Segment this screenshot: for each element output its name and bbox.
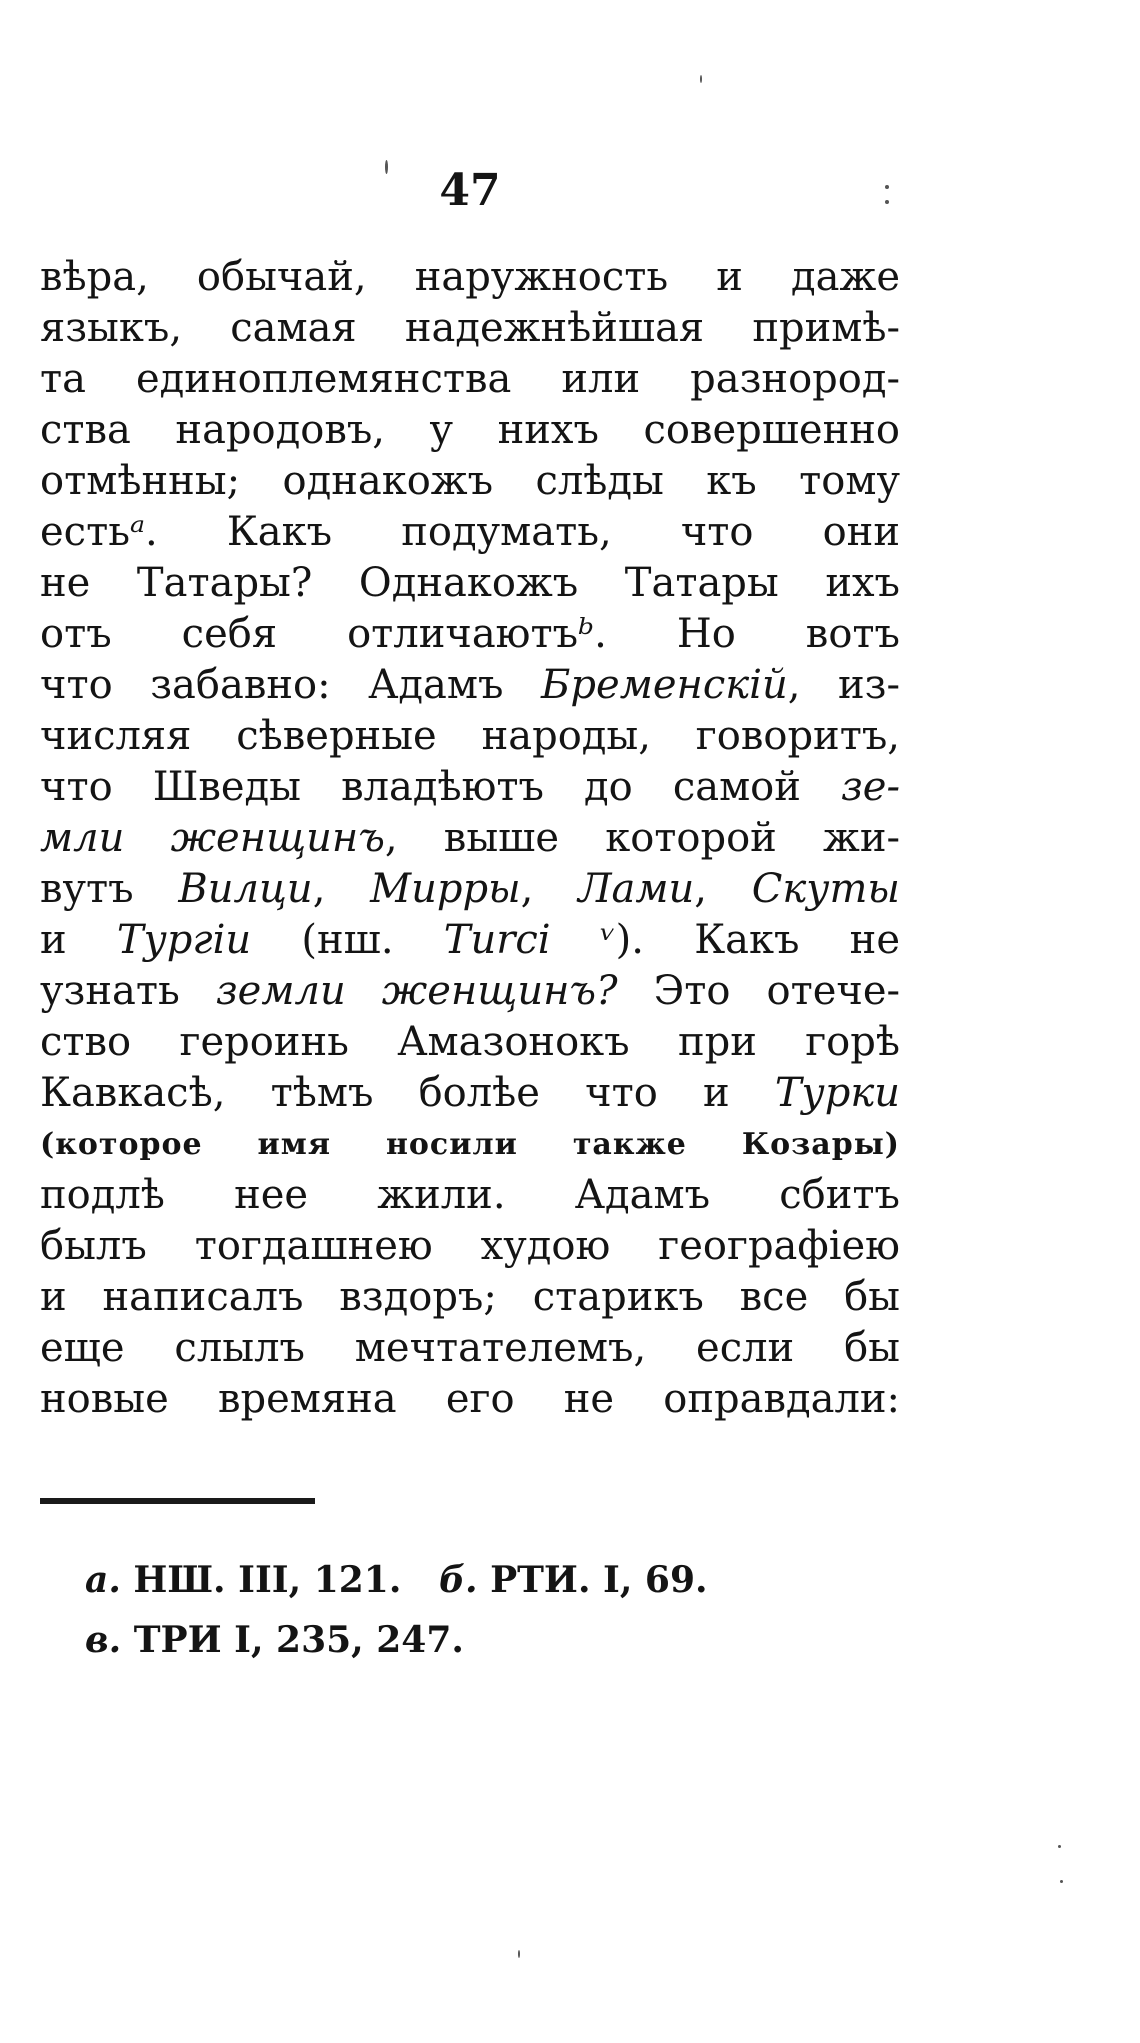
text-run: , — [520, 866, 579, 912]
text-line-12 — [40, 813, 900, 864]
text-line-17 — [40, 1068, 900, 1119]
text-run: есть — [40, 509, 130, 555]
italic-run: мли женщинъ — [40, 815, 385, 861]
text-run: не Татары? Однакожъ Татары ихъ — [40, 560, 900, 606]
italic-run: Вилци — [178, 866, 313, 912]
text-run: Кавкасѣ, тѣмъ болѣе что и — [40, 1070, 775, 1116]
text-line-4 — [40, 405, 900, 456]
italic-run: Турки — [774, 1070, 900, 1116]
text-run: и написалъ вздоръ; старикъ все бы — [40, 1274, 900, 1320]
text-run: былъ тогдашнею худою географіею — [40, 1223, 900, 1269]
text-run: числяя сѣверные народы, говоритъ, — [40, 713, 900, 759]
footnote-ref-v: ᵛ — [600, 917, 616, 963]
text-run: что забавно: Адамъ — [40, 662, 542, 708]
text-line-1 — [40, 252, 900, 303]
italic-run: Бременскій — [541, 662, 788, 708]
text-run: узнать — [40, 968, 216, 1014]
text-run: ства народовъ, у нихъ совершенно — [40, 407, 900, 453]
text-line-3 — [40, 354, 900, 405]
text-line-14 — [40, 915, 900, 966]
scan-speck — [518, 1950, 520, 1958]
text-line-15 — [40, 966, 900, 1017]
text-run: подлѣ нее жили. Адамъ сбитъ — [40, 1172, 900, 1218]
text-run: вутъ — [40, 866, 179, 912]
italic-run: земли женщинъ? — [215, 968, 618, 1014]
italic-run: Тургіи — [116, 917, 252, 963]
text-line-13 — [40, 864, 900, 915]
text-line-6 — [40, 507, 900, 558]
footnote-line-2 — [85, 1610, 865, 1670]
footnote-text-b: РТИ. I, 69. — [477, 1559, 708, 1601]
page-number: 47 — [439, 165, 501, 216]
text-line-7 — [40, 558, 900, 609]
scan-speck — [885, 185, 889, 189]
text-run: еще слылъ мечтателемъ, если бы — [40, 1325, 900, 1371]
text-run: ство героинь Амазонокъ при горѣ — [40, 1019, 900, 1065]
scan-speck — [385, 160, 388, 174]
footnote-marker-v: в. — [85, 1619, 122, 1661]
footnote-marker-a: а. — [85, 1559, 121, 1601]
main-text — [40, 252, 900, 1425]
text-line-8 — [40, 609, 900, 660]
text-run: , — [694, 866, 752, 912]
footnote-marker-b: б. — [439, 1559, 478, 1601]
italic-run: Мирры — [370, 866, 521, 912]
text-run: Это отече- — [617, 968, 901, 1014]
text-run: новые времяна его не оправдали: — [40, 1376, 900, 1422]
text-line-10 — [40, 711, 900, 762]
text-line-22 — [40, 1323, 900, 1374]
text-run: вѣра, обычай, наружность и даже — [40, 254, 900, 300]
text-line-23 — [40, 1374, 900, 1425]
text-line-2 — [40, 303, 900, 354]
text-run: что Шведы владѣютъ до самой — [40, 764, 841, 810]
text-line-20 — [40, 1221, 900, 1272]
footnote-text-a: НШ. III, 121. — [120, 1559, 439, 1601]
italic-run: Turci — [443, 917, 551, 963]
text-line-16 — [40, 1017, 900, 1068]
text-run: отмѣнны; однакожъ слѣды къ тому — [40, 458, 900, 504]
text-line-5 — [40, 456, 900, 507]
text-line-21 — [40, 1272, 900, 1323]
italic-run: Лами — [578, 866, 695, 912]
footnote-text-v: ТРИ I, 235, 247. — [121, 1619, 464, 1661]
text-run: (которое имя носили также Козары) — [40, 1127, 900, 1162]
scan-speck — [1060, 1880, 1063, 1883]
text-run: и — [40, 917, 117, 963]
text-run: , из- — [787, 662, 901, 708]
scan-speck — [1058, 1845, 1061, 1848]
footnote-ref-a: ᵃ — [129, 509, 146, 555]
italic-run: зе- — [840, 764, 900, 810]
text-run: . Но вотъ — [594, 611, 900, 657]
footnote-divider — [40, 1498, 315, 1504]
text-run: языкъ, самая надежнѣйшая примѣ- — [40, 305, 900, 351]
italic-run: Скуты — [751, 866, 900, 912]
text-run — [551, 917, 601, 963]
text-run: , — [312, 866, 371, 912]
footnote-line-1 — [85, 1550, 865, 1610]
text-line-9 — [40, 660, 900, 711]
text-line-19 — [40, 1170, 900, 1221]
scan-speck — [885, 200, 889, 204]
scan-speck — [700, 75, 702, 83]
text-run: . Какъ подумать, что они — [145, 509, 900, 555]
text-line-18 — [40, 1119, 900, 1170]
footnote-ref-b: ᵇ — [578, 611, 595, 657]
text-run: ). Какъ не — [615, 917, 900, 963]
text-run: , выше которой жи- — [384, 815, 901, 861]
footnotes — [85, 1550, 865, 1670]
text-run: отъ себя отличаютъ — [40, 611, 579, 657]
text-run: (нш. — [251, 917, 444, 963]
text-run: та единоплемянства или разнород- — [40, 356, 900, 402]
text-line-11 — [40, 762, 900, 813]
